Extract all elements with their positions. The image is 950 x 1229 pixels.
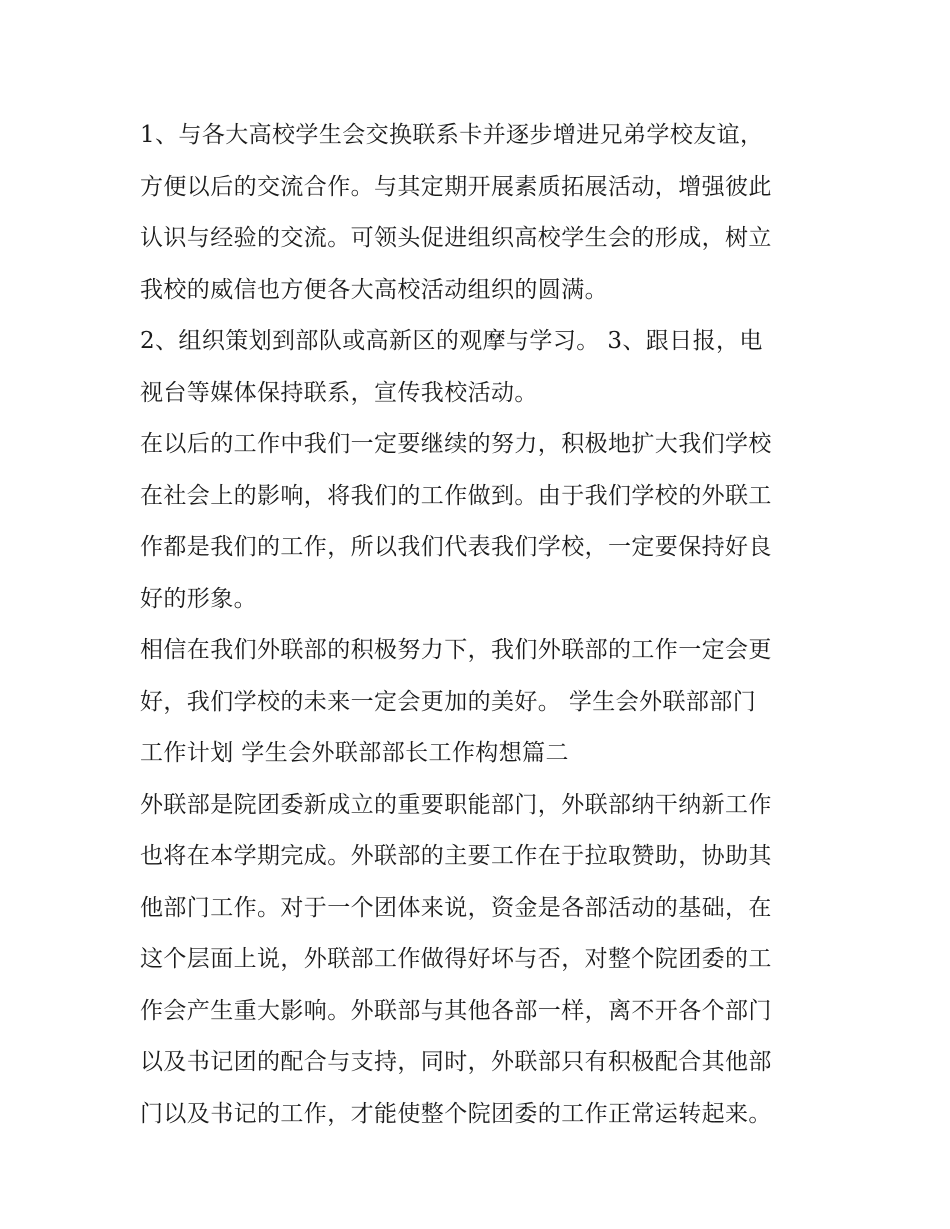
text-line-16: 他部门工作。对于一个团体来说，资金是各部活动的基础，在 — [140, 894, 772, 921]
text-line-20: 门以及书记的工作，才能使整个院团委的工作正常运转起来。 — [140, 1100, 772, 1127]
text-line-11: 相信在我们外联部的积极努力下，我们外联部的工作一定会更 — [140, 637, 772, 663]
text-line-4: 我校的威信也方便各大高校活动组织的圆满。 — [140, 276, 608, 303]
text-line-14: 外联部是院团委新成立的重要职能部门，外联部纳干纳新工作 — [140, 791, 772, 818]
text-line-10: 好的形象。 — [140, 585, 257, 612]
text-line-3: 认识与经验的交流。可领头促进组织高校学生会的形成，树立 — [140, 225, 772, 251]
text-line-7: 在以后的工作中我们一定要继续的努力，积极地扩大我们学校 — [140, 431, 772, 457]
text-line-19: 以及书记团的配合与支持，同时，外联部只有积极配合其他部 — [140, 1049, 772, 1075]
text-line-2: 方便以后的交流合作。与其定期开展素质拓展活动，增强彼此 — [140, 173, 772, 200]
text-line-6: 视台等媒体保持联系，宣传我校活动。 — [140, 379, 538, 406]
text-line-1: 1、与各大高校学生会交换联系卡并逐步增进兄弟学校友谊， — [140, 122, 764, 148]
text-line-13: 工作计划 学生会外联部部长工作构想篇二 — [140, 740, 569, 766]
text-line-18: 作会产生重大影响。外联部与其他各部一样，离不开各个部门 — [140, 997, 772, 1024]
text-line-15: 也将在本学期完成。外联部的主要工作在于拉取赞助，协助其 — [140, 843, 772, 869]
text-line-12: 好，我们学校的未来一定会更加的美好。 学生会外联部部门 — [140, 688, 757, 715]
text-line-9: 作都是我们的工作，所以我们代表我们学校，一定要保持好良 — [140, 534, 772, 560]
text-line-5: 2、组织策划到部队或高新区的观摩与学习。 3、跟日报，电 — [140, 328, 763, 354]
text-line-17: 这个层面上说，外联部工作做得好坏与否，对整个院团委的工 — [140, 946, 772, 972]
body-text — [140, 110, 820, 1140]
text-line-8: 在社会上的影响，将我们的工作做到。由于我们学校的外联工 — [140, 482, 772, 509]
